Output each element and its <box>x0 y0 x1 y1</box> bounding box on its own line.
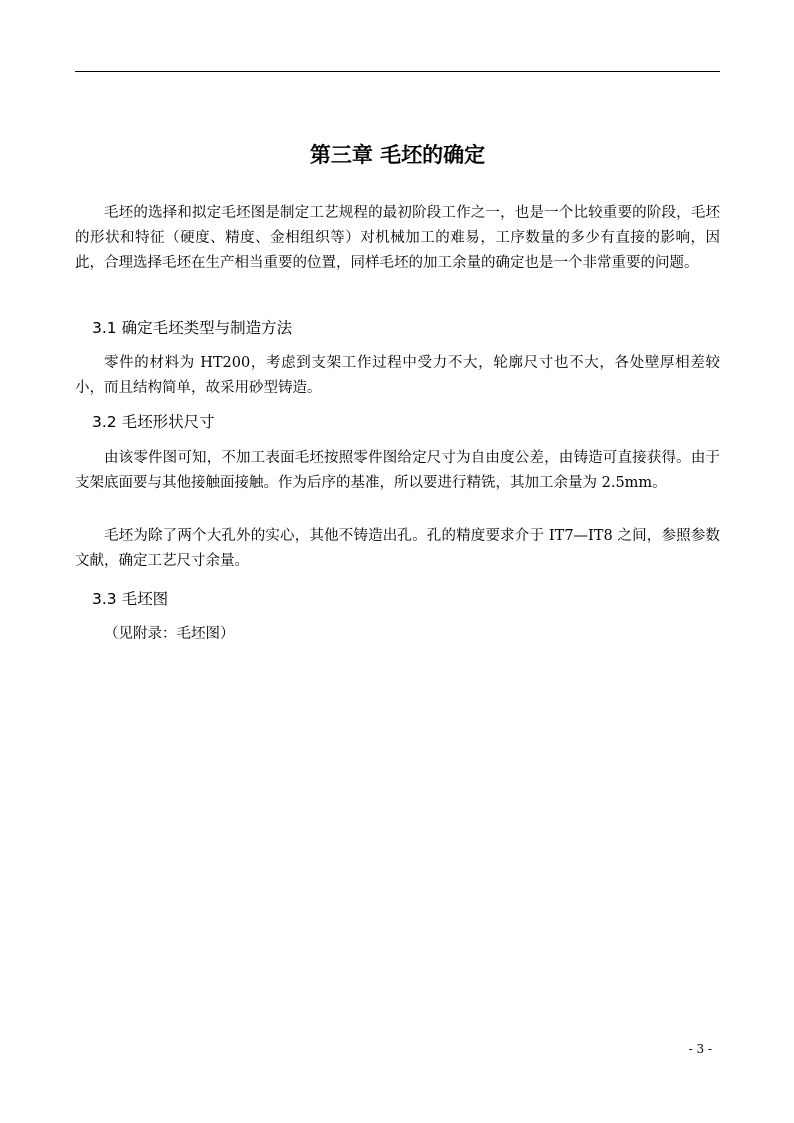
section-title-3-1: 3.1 确定毛坯类型与制造方法 <box>92 319 293 337</box>
section-3-2-paragraph-1: 由该零件图可知，不加工表面毛坯按照零件图给定尺寸为自由度公差，由铸造可直接获得。由于支架底面要与其他接触面接触。作为后序的基准，所以要进行精铣，其加工余量为 2.5mm。 <box>75 450 720 491</box>
chapter-title: 第三章 毛坯的确定 <box>309 143 486 167</box>
page-number: - 3 - <box>688 1042 712 1056</box>
section-title-3-2: 3.2 毛坯形状尺寸 <box>92 413 215 431</box>
section-title-3-3: 3.3 毛坯图 <box>92 590 169 608</box>
section-3-1-paragraph: 零件的材料为 HT200，考虑到支架工作过程中受力不大，轮廓尺寸也不大，各处壁厚相差较小，而且结构简单，故采用砂型铸造。 <box>75 355 720 396</box>
header-rule <box>75 71 720 72</box>
intro-paragraph: 毛坯的选择和拟定毛坯图是制定工艺规程的最初阶段工作之一，也是一个比较重要的阶段，毛坯的形状和特征（硬度、精度、金相组织等）对机械加工的难易，工序数量的多少有直接的影响，因此，合理选择毛坯在生产相当重要的位置，同样毛坯的加工余量的确定也是一个非常重要的问题。 <box>75 205 720 271</box>
section-3-2-paragraph-2: 毛坯为除了两个大孔外的实心，其他不铸造出孔。孔的精度要求介于 IT7—IT8 之间，参照参数文献，确定工艺尺寸余量。 <box>75 528 720 569</box>
section-3-3-paragraph: （见附录：毛坯图） <box>104 626 235 642</box>
